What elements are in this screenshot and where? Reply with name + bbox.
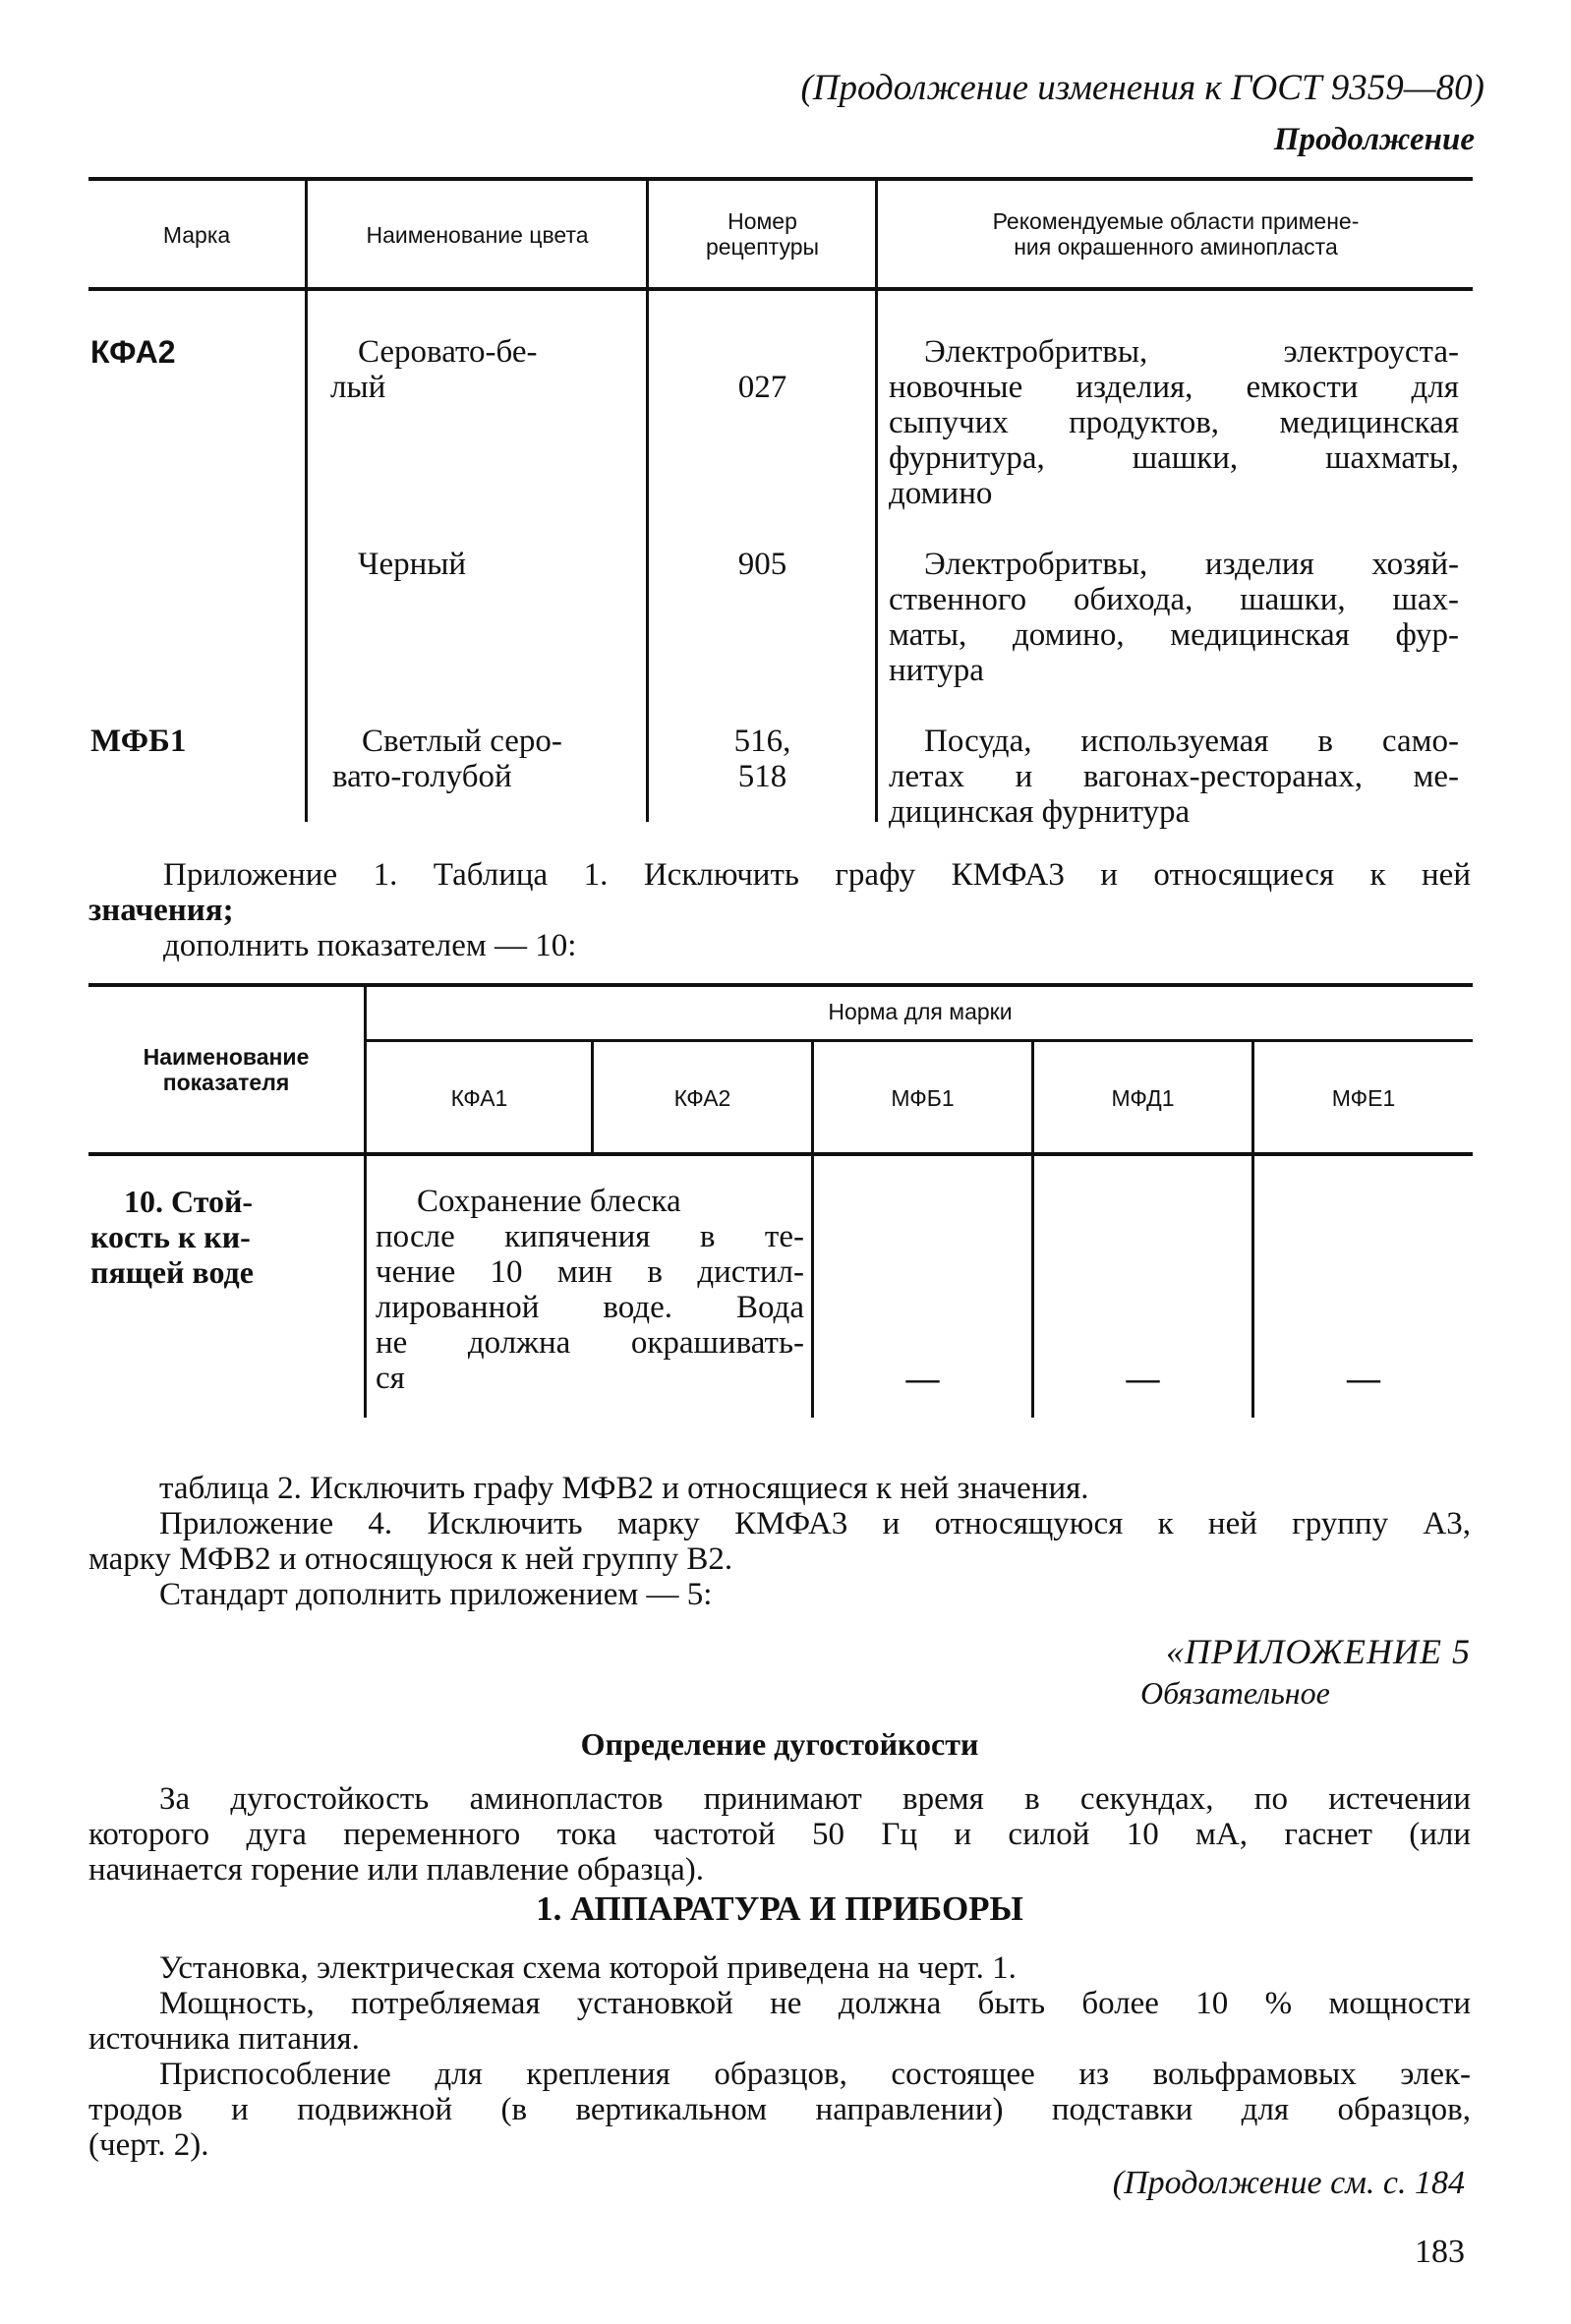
appendix-title: «ПРИЛОЖЕНИЕ 5 — [1166, 1632, 1471, 1671]
table-2-row-indicator — [90, 1184, 346, 1290]
table-1-header-use — [879, 208, 1473, 260]
table-1-row-2-number: 905 — [737, 547, 787, 582]
table-1-row-1-color — [330, 334, 625, 405]
table-1-row-1-use-l4: фурнитура, шашки, шахматы, — [889, 440, 1459, 476]
table-2-top-rule — [88, 983, 1473, 987]
table-2-divider-indicator — [364, 987, 367, 1418]
table-2-row-indicator-l3: пящей воде — [90, 1254, 254, 1290]
table-2-header-indicator-l2: показателя — [162, 1070, 290, 1095]
table-1-row-1-use-l1: Электробритвы, электроуста- — [924, 334, 1459, 370]
table-1-row-1-use-l3: сыпучих продуктов, медицинская — [889, 405, 1459, 440]
section-1-line-2: Мощность, потребляемая установкой не должна быть более 10 % мощности — [159, 1986, 1471, 2021]
appendix-subtitle: Обязательное — [1140, 1675, 1330, 1711]
table-2-row-mfb1-dash: — — [905, 1361, 940, 1397]
table-1-row-2-use-l2: ственного обихода, шашки, шах- — [889, 582, 1459, 617]
table-1-row-3-color-l2: вато-голубой — [332, 759, 512, 794]
section-1-body — [88, 1950, 1471, 2163]
paragraph-2-line-3: марку МФВ2 и относящуюся к ней группу В2. — [88, 1541, 733, 1577]
table-1-row-3-mark: МФБ1 — [90, 724, 187, 759]
table-1-row-1-use-l5: домино — [889, 476, 993, 511]
appendix-intro — [88, 1781, 1471, 1888]
section-1-line-4: Приспособление для крепления образцов, состоящее из вольфрамовых элек- — [159, 2057, 1471, 2092]
table-2-header-kfa1: КФА1 — [450, 1085, 508, 1111]
table-1-header-mark: Марка — [162, 222, 231, 248]
table-1-row-3-color-l1: Светлый серо- — [362, 724, 562, 759]
table-1-divider-2 — [646, 181, 649, 822]
paragraph-2 — [88, 1471, 1471, 1612]
table-1-header-color: Наименование цвета — [366, 222, 589, 248]
section-1-line-5: тродов и подвижной (в вертикальном направлении) подставки для образцов, — [88, 2092, 1471, 2127]
table-2-header-mfd1: МФД1 — [1111, 1085, 1175, 1111]
table-1-row-1-mark: КФА2 — [90, 334, 176, 370]
table-2-row-norm-l3: чение 10 мин в дистил- — [376, 1254, 804, 1290]
table-1-row-3-use-l3: дицинская фурнитура — [889, 794, 1191, 830]
table-2-row-norm-l4: лированной воде. Вода — [376, 1290, 804, 1325]
table-1-divider-1 — [305, 181, 308, 822]
appendix-heading: Определение дугостойкости — [580, 1726, 979, 1762]
paragraph-2-line-4: Стандарт дополнить приложением — 5: — [159, 1577, 713, 1612]
table-2-norm-rule — [366, 1039, 1473, 1042]
table-2-row-mfe1-dash: — — [1347, 1361, 1380, 1397]
table-1-row-3-number-l2: 518 — [737, 759, 787, 794]
table-1-row-3-color — [332, 724, 627, 794]
table-2-header-rule — [88, 1152, 1473, 1156]
appendix-intro-line-3: начинается горение или плавление образца). — [88, 1852, 704, 1888]
table-2-header-indicator-l1: Наименование — [143, 1044, 310, 1070]
paragraph-1-line-3: дополнить показателем — 10: — [163, 928, 577, 963]
table-2-row-indicator-l1: 10. Стой- — [124, 1184, 254, 1219]
continued-note: (Продолжение см. с. 184 — [1112, 2165, 1465, 2201]
section-1-heading: 1. АППАРАТУРА И ПРИБОРЫ — [536, 1889, 1023, 1928]
table-2-header-mfb1: МФБ1 — [891, 1085, 955, 1111]
table-1-row-3-use-l1: Посуда, используемая в само- — [924, 724, 1459, 759]
table-1-row-2-use-l3: маты, домино, медицинская фур- — [889, 617, 1459, 653]
table-2-row-norm-l6: ся — [376, 1361, 405, 1396]
table-1-row-2-use-l4: нитура — [889, 653, 984, 688]
table-1-row-1-use-l2: новочные изделия, емкости для — [889, 370, 1459, 405]
table-2-row-norm-l5: не должна окрашивать- — [376, 1325, 804, 1361]
table-1-row-3-use — [889, 724, 1459, 830]
paragraph-2-line-2: Приложение 4. Исключить марку КМФА3 и относящуюся к ней группу А3, — [159, 1506, 1471, 1541]
paragraph-2-line-1: таблица 2. Исключить графу МФВ2 и относящиеся к ней значения. — [159, 1471, 1089, 1506]
paragraph-1-line-1: Приложение 1. Таблица 1. Исключить графу КМФА3 и относящиеся к ней — [163, 857, 1471, 893]
table-1-header-number — [650, 208, 875, 260]
table-1-row-2-color: Черный — [358, 547, 467, 582]
appendix-intro-line-1: За дугостойкость аминопластов принимают время в секундах, по истечении — [159, 1781, 1471, 1817]
table-2-row-norm-l2: после кипячения в те- — [376, 1219, 804, 1254]
table-1-header-number-l1: Номер — [727, 208, 797, 234]
table-1-divider-3 — [875, 181, 878, 822]
page-number: 183 — [1415, 2234, 1465, 2270]
table-2-row-norm-kfa — [376, 1184, 804, 1396]
table-2-header-norm: Норма для марки — [828, 999, 1013, 1024]
table-1-header-use-l2: ния окрашенного аминопласта — [1014, 234, 1338, 260]
table-1-row-1-color-l2: лый — [330, 370, 386, 405]
table-1-header-rule — [88, 287, 1473, 291]
table-1-row-3-number — [650, 724, 875, 794]
table-1-header-use-l1: Рекомендуемые области примене- — [992, 208, 1360, 234]
table-1-top-rule — [88, 177, 1473, 181]
paragraph-1 — [88, 857, 1471, 963]
continuation-subtitle: Продолжение — [1273, 122, 1475, 157]
table-2-header-indicator — [90, 1044, 362, 1095]
appendix-intro-line-2: которого дуга переменного тока частотой 50 Гц и силой 10 мА, гаснет (или — [88, 1817, 1471, 1852]
section-1-line-1: Установка, электрическая схема которой приведена на черт. 1. — [159, 1950, 1017, 1986]
table-2-row-norm-l1: Сохранение блеска — [417, 1184, 681, 1219]
table-1-row-1-color-l1: Серовато-бе- — [358, 334, 538, 370]
table-1-row-1-use — [889, 334, 1459, 511]
table-1-row-3-use-l2: летах и вагонах-ресторанах, ме- — [889, 759, 1459, 794]
table-1-row-1-number: 027 — [737, 370, 787, 405]
table-2-header-mfe1: МФЕ1 — [1331, 1085, 1396, 1111]
table-1-row-2-use-l1: Электробритвы, изделия хозяй- — [924, 547, 1459, 582]
table-2-header-kfa2: КФА2 — [673, 1085, 731, 1111]
continuation-header: (Продолжение изменения к ГОСТ 9359—80) — [800, 68, 1484, 108]
table-1-header-number-l2: рецептуры — [705, 234, 820, 260]
section-1-line-6: (черт. 2). — [88, 2127, 209, 2163]
table-2-row-mfd1-dash: — — [1126, 1361, 1160, 1397]
table-1-row-3-number-l1: 516, — [733, 724, 791, 759]
section-1-line-3: источника питания. — [88, 2021, 360, 2057]
table-2-row-indicator-l2: кость к ки- — [90, 1219, 251, 1254]
paragraph-1-line-2: значения; — [88, 893, 234, 928]
table-1-row-2-use — [889, 547, 1459, 688]
